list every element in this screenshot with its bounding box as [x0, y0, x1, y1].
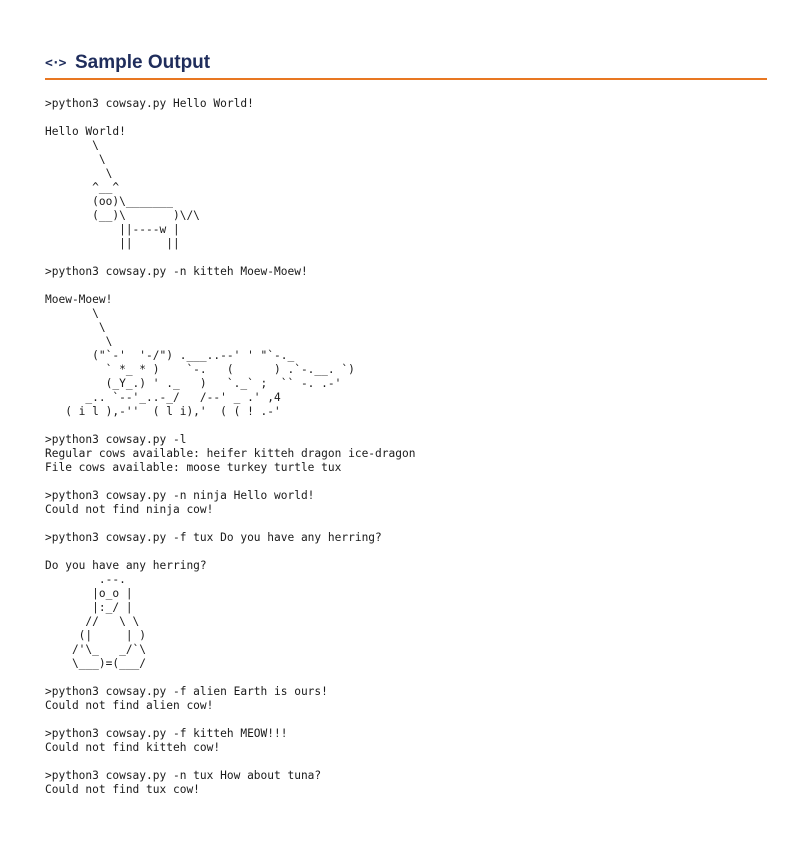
output-line: Could not find tux cow! [45, 783, 200, 796]
output-line: Hello World! [45, 125, 126, 138]
output-line: \ [45, 139, 99, 152]
output-line: \___)=(___/ [45, 657, 147, 670]
output-line: .--. [45, 573, 126, 586]
output-line: /'\_ _/`\ [45, 643, 147, 656]
command-line: >python3 cowsay.py -l [45, 433, 187, 446]
output-line: ( i l ),-'' ( l i),' ( ( ! .-' [45, 405, 281, 418]
output-line: ^__^ [45, 181, 120, 194]
output-line: (__)\ )\/\ [45, 209, 200, 222]
command-line: >python3 cowsay.py -f kitteh MEOW!!! [45, 727, 288, 740]
output-line: File cows available: moose turkey turtle tux [45, 461, 342, 474]
code-brackets-icon: <·> [45, 56, 66, 71]
section-title: Sample Output [75, 52, 211, 73]
output-line: || || [45, 237, 180, 250]
output-line: (_Y_.) ' ._ ) `._` ; `` -. .-' [45, 377, 342, 390]
output-line: \ [45, 167, 113, 180]
output-line: _.. `--'_..-_/ /--' _ .' ,4 [45, 391, 281, 404]
command-line: >python3 cowsay.py Hello World! [45, 97, 254, 110]
output-line: |:_/ | [45, 601, 133, 614]
output-line: ||----w | [45, 223, 180, 236]
output-line: Could not find kitteh cow! [45, 741, 221, 754]
output-line: (oo)\_______ [45, 195, 173, 208]
output-line: ("`-' '-/") .___..--' ' "`-._ [45, 349, 295, 362]
output-line: Moew-Moew! [45, 293, 113, 306]
output-line: \ [45, 153, 106, 166]
output-line: Do you have any herring? [45, 559, 207, 572]
command-line: >python3 cowsay.py -n tux How about tuna? [45, 769, 322, 782]
output-line: // \ \ [45, 615, 140, 628]
output-line: |o_o | [45, 587, 133, 600]
terminal-output [45, 97, 415, 797]
command-line: >python3 cowsay.py -n ninja Hello world! [45, 489, 315, 502]
command-line: >python3 cowsay.py -f alien Earth is ours! [45, 685, 328, 698]
output-line: Could not find ninja cow! [45, 503, 214, 516]
command-line: >python3 cowsay.py -n kitteh Moew-Moew! [45, 265, 308, 278]
command-line: >python3 cowsay.py -f tux Do you have any herring? [45, 531, 382, 544]
output-line: Regular cows available: heifer kitteh dragon ice-dragon [45, 447, 416, 460]
output-line: ` *_ * ) `-. ( ) .`-.__. `) [45, 363, 355, 376]
output-line: \ [45, 321, 106, 334]
output-line: (| | ) [45, 629, 147, 642]
section-header [45, 52, 767, 80]
output-line: Could not find alien cow! [45, 699, 214, 712]
output-line: \ [45, 307, 99, 320]
output-line: \ [45, 335, 113, 348]
